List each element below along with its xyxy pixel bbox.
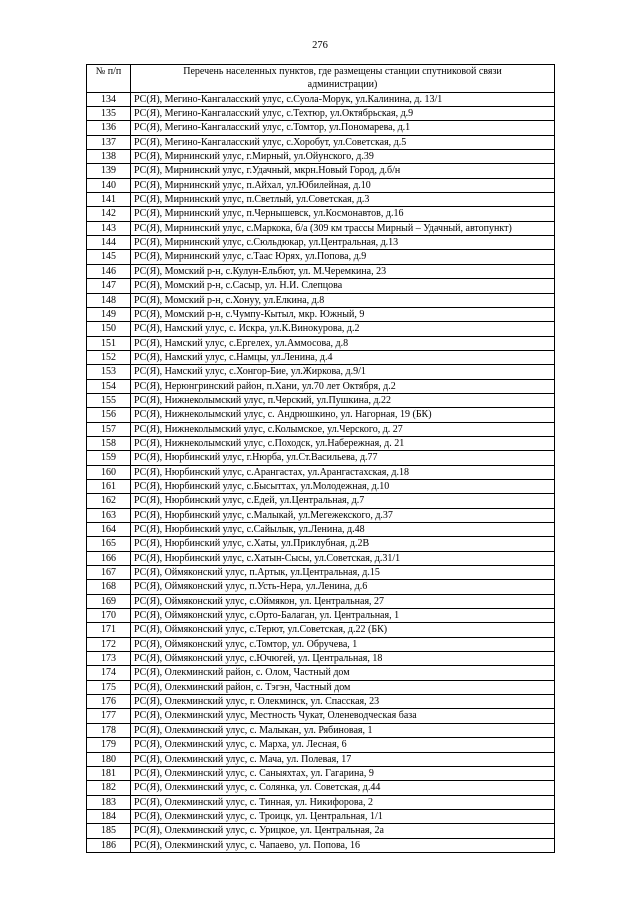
row-number: 179 bbox=[87, 738, 131, 752]
table-row bbox=[87, 365, 555, 379]
row-number: 168 bbox=[87, 580, 131, 594]
header-description bbox=[131, 65, 555, 93]
table-header-row bbox=[87, 65, 555, 93]
row-location: РС(Я), Намский улус, с.Намцы, ул.Ленина, д.4 bbox=[131, 350, 555, 364]
row-number: 153 bbox=[87, 365, 131, 379]
row-location: РС(Я), Олекминский улус, с. Урицкое, ул. Центральная, 2а bbox=[131, 824, 555, 838]
table-row bbox=[87, 107, 555, 121]
table-row bbox=[87, 738, 555, 752]
table-row bbox=[87, 92, 555, 106]
row-number: 139 bbox=[87, 164, 131, 178]
row-number: 160 bbox=[87, 465, 131, 479]
row-location: РС(Я), Олекминский улус, г. Олекминск, ул. Спасская, 23 bbox=[131, 695, 555, 709]
table-row bbox=[87, 566, 555, 580]
row-location: РС(Я), Оймяконский улус, п.Артык, ул.Центральная, д.15 bbox=[131, 566, 555, 580]
row-location: РС(Я), Нижнеколымский улус, с.Колымское, ул.Черского, д. 27 bbox=[131, 422, 555, 436]
row-location: РС(Я), Мирнинский улус, с.Таас Юрях, ул.Попова, д.9 bbox=[131, 250, 555, 264]
row-number: 150 bbox=[87, 322, 131, 336]
table-row bbox=[87, 695, 555, 709]
row-location: РС(Я), Олекминский район, с. Тэгэн, Частный дом bbox=[131, 680, 555, 694]
row-number: 141 bbox=[87, 193, 131, 207]
row-location: РС(Я), Мирнинский улус, п.Айхал, ул.Юбилейная, д.10 bbox=[131, 178, 555, 192]
row-number: 180 bbox=[87, 752, 131, 766]
table-row bbox=[87, 178, 555, 192]
row-location: РС(Я), Мегино-Кангаласский улус, с.Техтюр, ул.Октябрьская, д.9 bbox=[131, 107, 555, 121]
table-row bbox=[87, 336, 555, 350]
table-row bbox=[87, 135, 555, 149]
row-location: РС(Я), Нюрбинский улус, с.Сайылык, ул.Ленина, д.48 bbox=[131, 523, 555, 537]
table-row bbox=[87, 637, 555, 651]
row-location: РС(Я), Олекминский улус, Местность Чукат, Оленеводческая база bbox=[131, 709, 555, 723]
row-number: 152 bbox=[87, 350, 131, 364]
table-row bbox=[87, 193, 555, 207]
row-number: 140 bbox=[87, 178, 131, 192]
table-row bbox=[87, 293, 555, 307]
table-row bbox=[87, 207, 555, 221]
row-number: 170 bbox=[87, 609, 131, 623]
table-row bbox=[87, 594, 555, 608]
row-number: 164 bbox=[87, 523, 131, 537]
table-row bbox=[87, 150, 555, 164]
table-row bbox=[87, 236, 555, 250]
row-number: 134 bbox=[87, 92, 131, 106]
row-location: РС(Я), Нерюнгринский район, п.Хани, ул.70 лет Октября, д.2 bbox=[131, 379, 555, 393]
row-location: РС(Я), Нюрбинский улус, с.Арангастах, ул.Арангастахская, д.18 bbox=[131, 465, 555, 479]
row-number: 145 bbox=[87, 250, 131, 264]
row-location: РС(Я), Намский улус, с.Ергелех, ул.Аммосова, д.8 bbox=[131, 336, 555, 350]
row-location: РС(Я), Намский улус, с. Искра, ул.К.Винокурова, д.2 bbox=[131, 322, 555, 336]
table-row bbox=[87, 307, 555, 321]
row-location: РС(Я), Момский р-н, с.Хонуу, ул.Елкина, д.8 bbox=[131, 293, 555, 307]
table-row bbox=[87, 121, 555, 135]
header-description-line2: администрации) bbox=[307, 79, 378, 91]
row-location: РС(Я), Олекминский улус, с. Троицк, ул. Центральная, 1/1 bbox=[131, 809, 555, 823]
row-location: РС(Я), Олекминский район, с. Олом, Частный дом bbox=[131, 666, 555, 680]
row-number: 135 bbox=[87, 107, 131, 121]
table-row bbox=[87, 451, 555, 465]
row-number: 147 bbox=[87, 279, 131, 293]
row-location: РС(Я), Нюрбинский улус, с.Бысыттах, ул.Молодежная, д.10 bbox=[131, 479, 555, 493]
table-row bbox=[87, 465, 555, 479]
table-row bbox=[87, 623, 555, 637]
row-location: РС(Я), Олекминский улус, с. Саныяхтах, ул. Гагарина, 9 bbox=[131, 766, 555, 780]
row-location: РС(Я), Олекминский улус, с. Солянка, ул. Советская, д.44 bbox=[131, 781, 555, 795]
row-location: РС(Я), Оймяконский улус, с.Орто-Балаган, ул. Центральная, 1 bbox=[131, 609, 555, 623]
row-location: РС(Я), Олекминский улус, с. Тинная, ул. Никифорова, 2 bbox=[131, 795, 555, 809]
row-number: 177 bbox=[87, 709, 131, 723]
row-location: РС(Я), Мирнинский улус, г.Мирный, ул.Ойунского, д.39 bbox=[131, 150, 555, 164]
row-location: РС(Я), Момский р-н, с.Кулун-Ельбют, ул. М.Черемкина, 23 bbox=[131, 264, 555, 278]
row-number: 163 bbox=[87, 508, 131, 522]
row-number: 182 bbox=[87, 781, 131, 795]
row-location: РС(Я), Мегино-Кангаласский улус, с.Суола-Морук, ул.Калинина, д. 13/1 bbox=[131, 92, 555, 106]
table-row bbox=[87, 795, 555, 809]
table-row bbox=[87, 508, 555, 522]
table-row bbox=[87, 422, 555, 436]
table-row bbox=[87, 350, 555, 364]
row-location: РС(Я), Олекминский улус, с. Марха, ул. Лесная, 6 bbox=[131, 738, 555, 752]
row-number: 148 bbox=[87, 293, 131, 307]
row-location: РС(Я), Нюрбинский улус, г.Нюрба, ул.Ст.Васильева, д.77 bbox=[131, 451, 555, 465]
row-number: 143 bbox=[87, 221, 131, 235]
row-location: РС(Я), Мирнинский улус, п.Чернышевск, ул.Космонавтов, д.16 bbox=[131, 207, 555, 221]
row-number: 173 bbox=[87, 652, 131, 666]
table-row bbox=[87, 838, 555, 852]
row-number: 154 bbox=[87, 379, 131, 393]
page-number: 276 bbox=[312, 40, 328, 51]
table-row bbox=[87, 766, 555, 780]
row-location: РС(Я), Момский р-н, с.Сасыр, ул. Н.И. Слепцова bbox=[131, 279, 555, 293]
table-row bbox=[87, 250, 555, 264]
row-number: 165 bbox=[87, 537, 131, 551]
row-number: 137 bbox=[87, 135, 131, 149]
row-number: 155 bbox=[87, 393, 131, 407]
row-location: РС(Я), Олекминский улус, с. Малыкан, ул. Рябиновая, 1 bbox=[131, 723, 555, 737]
row-number: 174 bbox=[87, 666, 131, 680]
table-row bbox=[87, 479, 555, 493]
header-description-line1: Перечень населенных пунктов, где размещены станции спутниковой связи bbox=[183, 66, 502, 77]
row-number: 156 bbox=[87, 408, 131, 422]
row-location: РС(Я), Оймяконский улус, с.Ючюгей, ул. Центральная, 18 bbox=[131, 652, 555, 666]
row-number: 146 bbox=[87, 264, 131, 278]
table-row bbox=[87, 264, 555, 278]
table-row bbox=[87, 723, 555, 737]
header-number: № п/п bbox=[87, 65, 131, 93]
row-number: 149 bbox=[87, 307, 131, 321]
row-number: 176 bbox=[87, 695, 131, 709]
row-location: РС(Я), Оймяконский улус, п.Усть-Нера, ул.Ленина, д.6 bbox=[131, 580, 555, 594]
row-location: РС(Я), Мирнинский улус, с.Маркока, б/а (309 км трассы Мирный – Удачный, автопункт) bbox=[131, 221, 555, 235]
table-row bbox=[87, 781, 555, 795]
row-number: 178 bbox=[87, 723, 131, 737]
row-location: РС(Я), Мегино-Кангаласский улус, с.Томтор, ул.Пономарева, д.1 bbox=[131, 121, 555, 135]
row-number: 159 bbox=[87, 451, 131, 465]
row-location: РС(Я), Намский улус, с.Хонгор-Бие, ул.Жиркова, д.9/1 bbox=[131, 365, 555, 379]
row-location: РС(Я), Олекминский улус, с. Чапаево, ул. Попова, 16 bbox=[131, 838, 555, 852]
row-location: РС(Я), Момский р-н, с.Чумпу-Кытыл, мкр. Южный, 9 bbox=[131, 307, 555, 321]
table-row bbox=[87, 408, 555, 422]
row-location: РС(Я), Нижнеколымский улус, п.Черский, ул.Пушкина, д.22 bbox=[131, 393, 555, 407]
row-number: 167 bbox=[87, 566, 131, 580]
row-number: 162 bbox=[87, 494, 131, 508]
row-location: РС(Я), Оймяконский улус, с.Терют, ул.Советская, д.22 (БК) bbox=[131, 623, 555, 637]
table-row bbox=[87, 494, 555, 508]
row-location: РС(Я), Олекминский улус, с. Мача, ул. Полевая, 17 bbox=[131, 752, 555, 766]
row-location: РС(Я), Мирнинский улус, с.Сюльдюкар, ул.Центральная, д.13 bbox=[131, 236, 555, 250]
table-row bbox=[87, 279, 555, 293]
row-number: 186 bbox=[87, 838, 131, 852]
table-row bbox=[87, 580, 555, 594]
table-row bbox=[87, 680, 555, 694]
table-row bbox=[87, 709, 555, 723]
row-location: РС(Я), Нюрбинский улус, с.Хаты, ул.Приклубная, д.2В bbox=[131, 537, 555, 551]
row-number: 183 bbox=[87, 795, 131, 809]
row-location: РС(Я), Нюрбинский улус, с.Малыкай, ул.Мегежекского, д.37 bbox=[131, 508, 555, 522]
table-row bbox=[87, 393, 555, 407]
row-number: 138 bbox=[87, 150, 131, 164]
row-number: 151 bbox=[87, 336, 131, 350]
table-row bbox=[87, 609, 555, 623]
table-row bbox=[87, 523, 555, 537]
table-row bbox=[87, 752, 555, 766]
row-location: РС(Я), Мирнинский улус, г.Удачный, мкрн.Новый Город, д.б/н bbox=[131, 164, 555, 178]
table-row bbox=[87, 666, 555, 680]
row-location: РС(Я), Мирнинский улус, п.Светлый, ул.Советская, д.3 bbox=[131, 193, 555, 207]
table-row bbox=[87, 436, 555, 450]
row-number: 171 bbox=[87, 623, 131, 637]
table-row bbox=[87, 652, 555, 666]
row-number: 144 bbox=[87, 236, 131, 250]
table-row bbox=[87, 809, 555, 823]
row-number: 166 bbox=[87, 551, 131, 565]
row-location: РС(Я), Мегино-Кангаласский улус, с.Хоробут, ул.Советская, д.5 bbox=[131, 135, 555, 149]
row-number: 181 bbox=[87, 766, 131, 780]
row-location: РС(Я), Нижнеколымский улус, с. Андрюшкино, ул. Нагорная, 19 (БК) bbox=[131, 408, 555, 422]
row-number: 157 bbox=[87, 422, 131, 436]
table-row bbox=[87, 164, 555, 178]
table-body bbox=[87, 92, 555, 852]
table-row bbox=[87, 551, 555, 565]
row-number: 142 bbox=[87, 207, 131, 221]
row-location: РС(Я), Нижнеколымский улус, с.Походск, ул.Набережная, д. 21 bbox=[131, 436, 555, 450]
row-number: 172 bbox=[87, 637, 131, 651]
table-row bbox=[87, 379, 555, 393]
row-location: РС(Я), Нюрбинский улус, с.Едей, ул.Центральная, д.7 bbox=[131, 494, 555, 508]
table-row bbox=[87, 221, 555, 235]
row-number: 185 bbox=[87, 824, 131, 838]
row-number: 158 bbox=[87, 436, 131, 450]
row-location: РС(Я), Оймяконский улус, с.Томтор, ул. Обручева, 1 bbox=[131, 637, 555, 651]
row-location: РС(Я), Оймяконский улус, с.Оймякон, ул. Центральная, 27 bbox=[131, 594, 555, 608]
table-row bbox=[87, 537, 555, 551]
table-row bbox=[87, 824, 555, 838]
row-number: 169 bbox=[87, 594, 131, 608]
row-number: 175 bbox=[87, 680, 131, 694]
row-location: РС(Я), Нюрбинский улус, с.Хатын-Сысы, ул.Советская, д.31/1 bbox=[131, 551, 555, 565]
table-row bbox=[87, 322, 555, 336]
row-number: 136 bbox=[87, 121, 131, 135]
settlements-table bbox=[86, 64, 555, 853]
row-number: 184 bbox=[87, 809, 131, 823]
row-number: 161 bbox=[87, 479, 131, 493]
